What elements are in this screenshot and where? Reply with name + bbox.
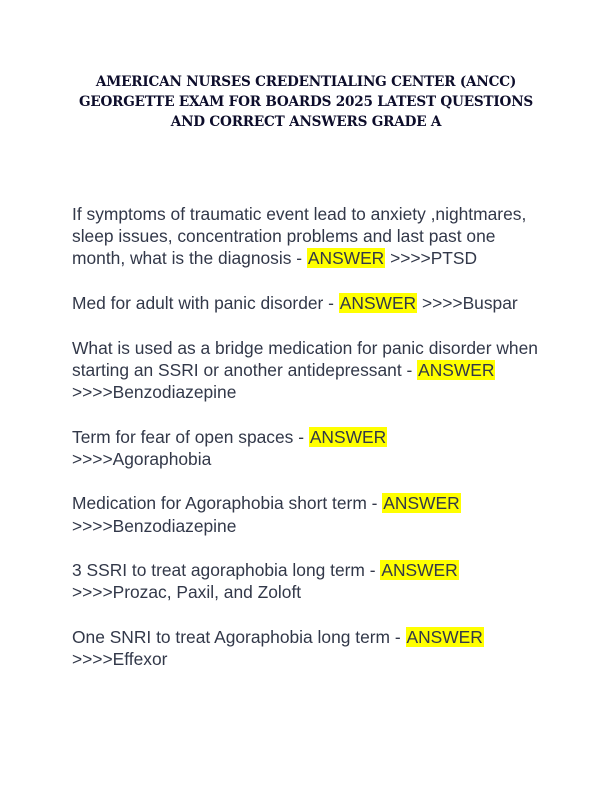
title-line: AMERICAN NURSES CREDENTIALING CENTER (ANCC) (95, 74, 517, 90)
answer-label-highlight: ANSWER (381, 560, 458, 581)
question-text: 3 SSRI to treat agoraphobia long term - (72, 560, 381, 581)
answer-text: >>>>Agoraphobia (72, 448, 212, 469)
answer-text: >>>>Benzodiazepine (72, 515, 237, 536)
answer-text: >>>>Benzodiazepine (72, 382, 237, 402)
title-line: AND CORRECT ANSWERS GRADE A (170, 114, 442, 130)
answer-label-highlight: ANSWER (406, 626, 483, 647)
qa-item (72, 626, 542, 670)
qa-list (72, 203, 542, 693)
question-text: Med for adult with panic disorder - (72, 293, 339, 313)
answer-text: >>>>Effexor (72, 649, 168, 670)
qa-item (72, 426, 542, 470)
answer-label-highlight: ANSWER (418, 359, 495, 380)
answer-text: >>>>Prozac, Paxil, and Zoloft (72, 582, 302, 603)
answer-label-highlight: ANSWER (307, 248, 385, 269)
title-line: GEORGETTE EXAM FOR BOARDS 2025 LATEST QUESTIONS (78, 94, 534, 110)
answer-label-highlight: ANSWER (309, 426, 387, 447)
qa-item (72, 292, 542, 314)
answer-label-highlight: ANSWER (383, 493, 460, 514)
qa-item (72, 203, 542, 270)
qa-item (72, 492, 542, 536)
answer-text: >>>>PTSD (385, 248, 478, 269)
question-text: If symptoms of traumatic event lead to anxiety ,nightmares, sleep issues, concentration problems and last past one month, what is the diagnosis - (72, 204, 527, 269)
qa-item (72, 337, 542, 404)
document-title (70, 72, 542, 132)
qa-item (72, 559, 542, 603)
question-text: Term for fear of open spaces - (72, 426, 309, 447)
answer-label-highlight: ANSWER (339, 293, 417, 313)
question-text: Medication for Agoraphobia short term - (72, 493, 383, 514)
question-text: What is used as a bridge medication for panic disorder when starting an SSRI or another antidepressant - (72, 337, 538, 380)
question-text: One SNRI to treat Agoraphobia long term - (72, 626, 406, 647)
answer-text: >>>>Buspar (417, 293, 518, 313)
